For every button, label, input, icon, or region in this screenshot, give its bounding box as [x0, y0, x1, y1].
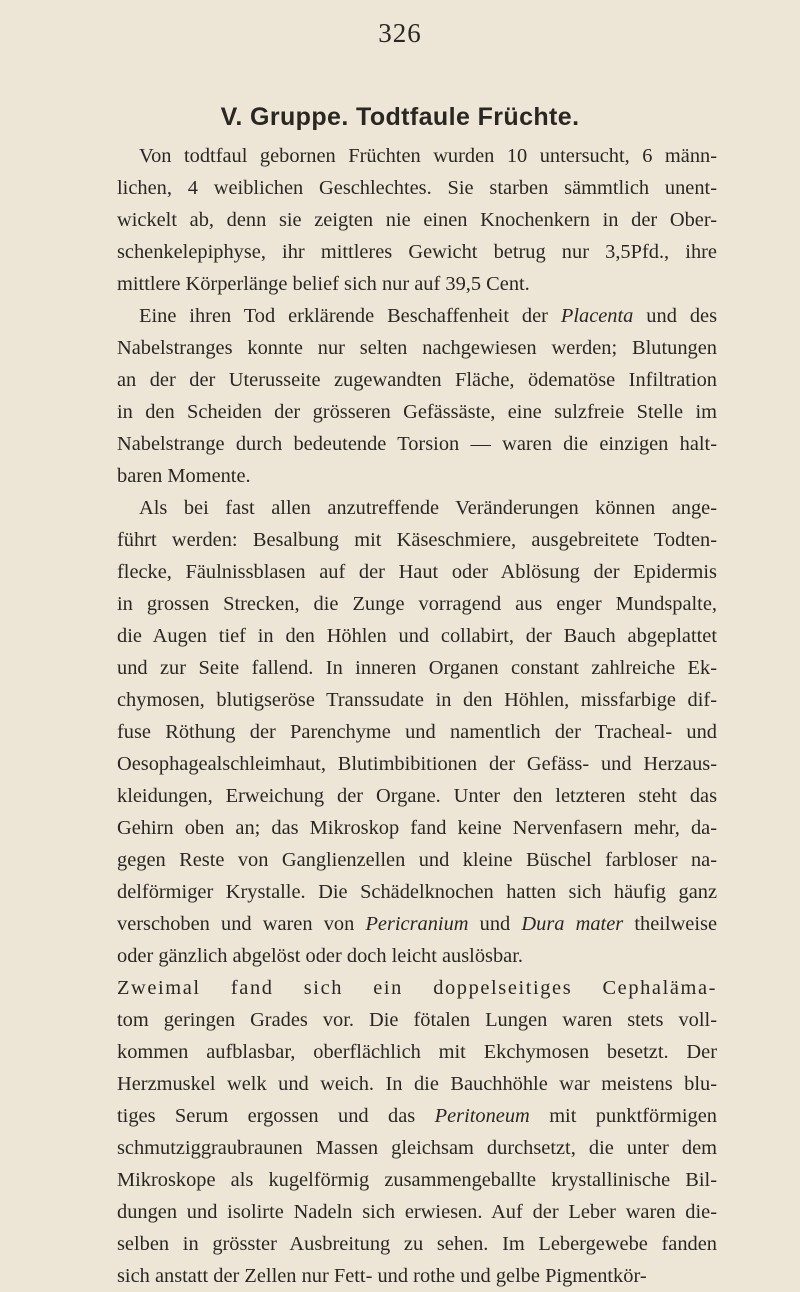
text-line	[117, 812, 717, 844]
text-segment: chymosen, blutigseröse Transsudate in den Höhlen, missfarbige dif-	[117, 689, 717, 711]
text-line	[117, 236, 717, 268]
text-line	[117, 524, 717, 556]
text-segment: sich anstatt der Zellen nur Fett- und rothe und gelbe Pigmentkör-	[117, 1265, 647, 1287]
text-segment: Oesophagealschleimhaut, Blutimbibitionen der Gefäss- und Herzaus-	[117, 753, 717, 775]
text-segment: fuse Röthung der Parenchyme und namentlich der Tracheal- und	[117, 721, 717, 743]
text-line	[117, 428, 717, 460]
text-line	[117, 140, 717, 172]
text-segment: Mikroskope als kugelförmig zusammengeballte krystallinische Bil-	[117, 1169, 717, 1191]
text-segment: verschoben und waren von	[117, 913, 366, 935]
text-line	[117, 1228, 717, 1260]
text-line	[117, 460, 717, 492]
text-segment: Eine ihren Tod erklärende Beschaffenheit der	[139, 305, 561, 327]
text-segment: selben in grösster Ausbreitung zu sehen. Im Lebergewebe fanden	[117, 1233, 717, 1255]
text-segment: baren Momente.	[117, 465, 251, 487]
italic-term: Peritoneum	[434, 1105, 530, 1127]
text-segment: Herzmuskel welk und weich. In die Bauchhöhle war meistens blu-	[117, 1073, 717, 1095]
text-segment: und zur Seite fallend. In inneren Organen constant zahlreiche Ek-	[117, 657, 717, 679]
section-heading: V. Gruppe. Todtfaule Früchte.	[220, 103, 580, 131]
text-line	[117, 940, 717, 972]
text-segment: Nabelstranges konnte nur selten nachgewiesen werden; Blutungen	[117, 337, 717, 359]
text-line	[117, 908, 717, 940]
italic-term: Dura mater	[521, 913, 624, 935]
text-line	[117, 1196, 717, 1228]
text-segment: gegen Reste von Ganglienzellen und kleine Büschel farbloser na-	[117, 849, 717, 871]
text-segment: in den Scheiden der grösseren Gefässäste, eine sulzfreie Stelle im	[117, 401, 717, 423]
text-segment: führt werden: Besalbung mit Käseschmiere, ausgebreitete Todten-	[117, 529, 717, 551]
text-line	[117, 1004, 717, 1036]
text-line	[117, 268, 717, 300]
text-segment: dungen und isolirte Nadeln sich erwiesen. Auf der Leber waren die-	[117, 1201, 717, 1223]
body-text	[117, 140, 717, 1292]
text-line	[117, 172, 717, 204]
text-line	[117, 748, 717, 780]
text-segment: tiges Serum ergossen und das	[117, 1105, 435, 1127]
italic-term: Placenta	[560, 305, 634, 327]
text-segment: und des	[633, 305, 718, 327]
text-segment: lichen, 4 weiblichen Geschlechtes. Sie starben sämmtlich unent-	[117, 177, 717, 199]
text-line	[117, 780, 717, 812]
text-line	[117, 332, 717, 364]
text-line	[117, 716, 717, 748]
text-line	[117, 1164, 717, 1196]
text-segment: delförmiger Krystalle. Die Schädelknochen hatten sich häufig ganz	[117, 881, 717, 903]
text-segment: wickelt ab, denn sie zeigten nie einen Knochenkern in der Ober-	[117, 209, 717, 231]
text-segment: und	[468, 913, 522, 935]
text-line	[117, 620, 717, 652]
text-line	[117, 492, 717, 524]
text-segment: flecke, Fäulnissblasen auf der Haut oder Ablösung der Epidermis	[117, 561, 717, 583]
text-segment: theilweise	[623, 913, 718, 935]
text-line	[117, 1260, 717, 1292]
text-line	[117, 1132, 717, 1164]
text-line	[117, 1100, 717, 1132]
text-segment: an der der Uterusseite zugewandten Fläche, ödematöse Infiltration	[117, 369, 717, 391]
text-line	[117, 204, 717, 236]
text-segment: mit punktförmigen	[529, 1105, 717, 1127]
text-segment: kommen aufblasbar, oberflächlich mit Ekchymosen besetzt. Der	[117, 1041, 717, 1063]
text-segment: tom geringen Grades vor. Die fötalen Lungen waren stets voll-	[117, 1009, 717, 1031]
text-line	[117, 300, 717, 332]
text-segment: Zweimal fand sich ein doppelseitiges Cephaläma-	[117, 977, 717, 999]
text-segment: Nabelstrange durch bedeutende Torsion — waren die einzigen halt-	[117, 433, 717, 455]
text-line	[117, 396, 717, 428]
text-segment: in grossen Strecken, die Zunge vorragend aus enger Mundspalte,	[117, 593, 717, 615]
text-line	[117, 1068, 717, 1100]
text-segment: Von todtfaul gebornen Früchten wurden 10 untersucht, 6 männ-	[139, 145, 717, 167]
text-segment: schenkelepiphyse, ihr mittleres Gewicht betrug nur 3,5Pfd., ihre	[117, 241, 717, 263]
text-line	[117, 1036, 717, 1068]
text-line	[117, 364, 717, 396]
text-line	[117, 972, 717, 1004]
text-segment: Gehirn oben an; das Mikroskop fand keine Nervenfasern mehr, da-	[117, 817, 717, 839]
text-line	[117, 684, 717, 716]
text-segment: mittlere Körperlänge belief sich nur auf 39,5 Cent.	[117, 273, 530, 295]
text-segment: oder gänzlich abgelöst oder doch leicht auslösbar.	[117, 945, 523, 967]
text-segment: schmutziggraubraunen Massen gleichsam durchsetzt, die unter dem	[117, 1137, 717, 1159]
text-line	[117, 588, 717, 620]
text-line	[117, 652, 717, 684]
italic-term: Pericranium	[365, 913, 469, 935]
text-segment: kleidungen, Erweichung der Organe. Unter den letzteren steht das	[117, 785, 717, 807]
text-segment: die Augen tief in den Höhlen und collabirt, der Bauch abgeplattet	[117, 625, 717, 647]
text-line	[117, 844, 717, 876]
page-number: 326	[378, 18, 422, 48]
text-segment: Als bei fast allen anzutreffende Veränderungen können ange-	[139, 497, 717, 519]
text-line	[117, 876, 717, 908]
text-line	[117, 556, 717, 588]
